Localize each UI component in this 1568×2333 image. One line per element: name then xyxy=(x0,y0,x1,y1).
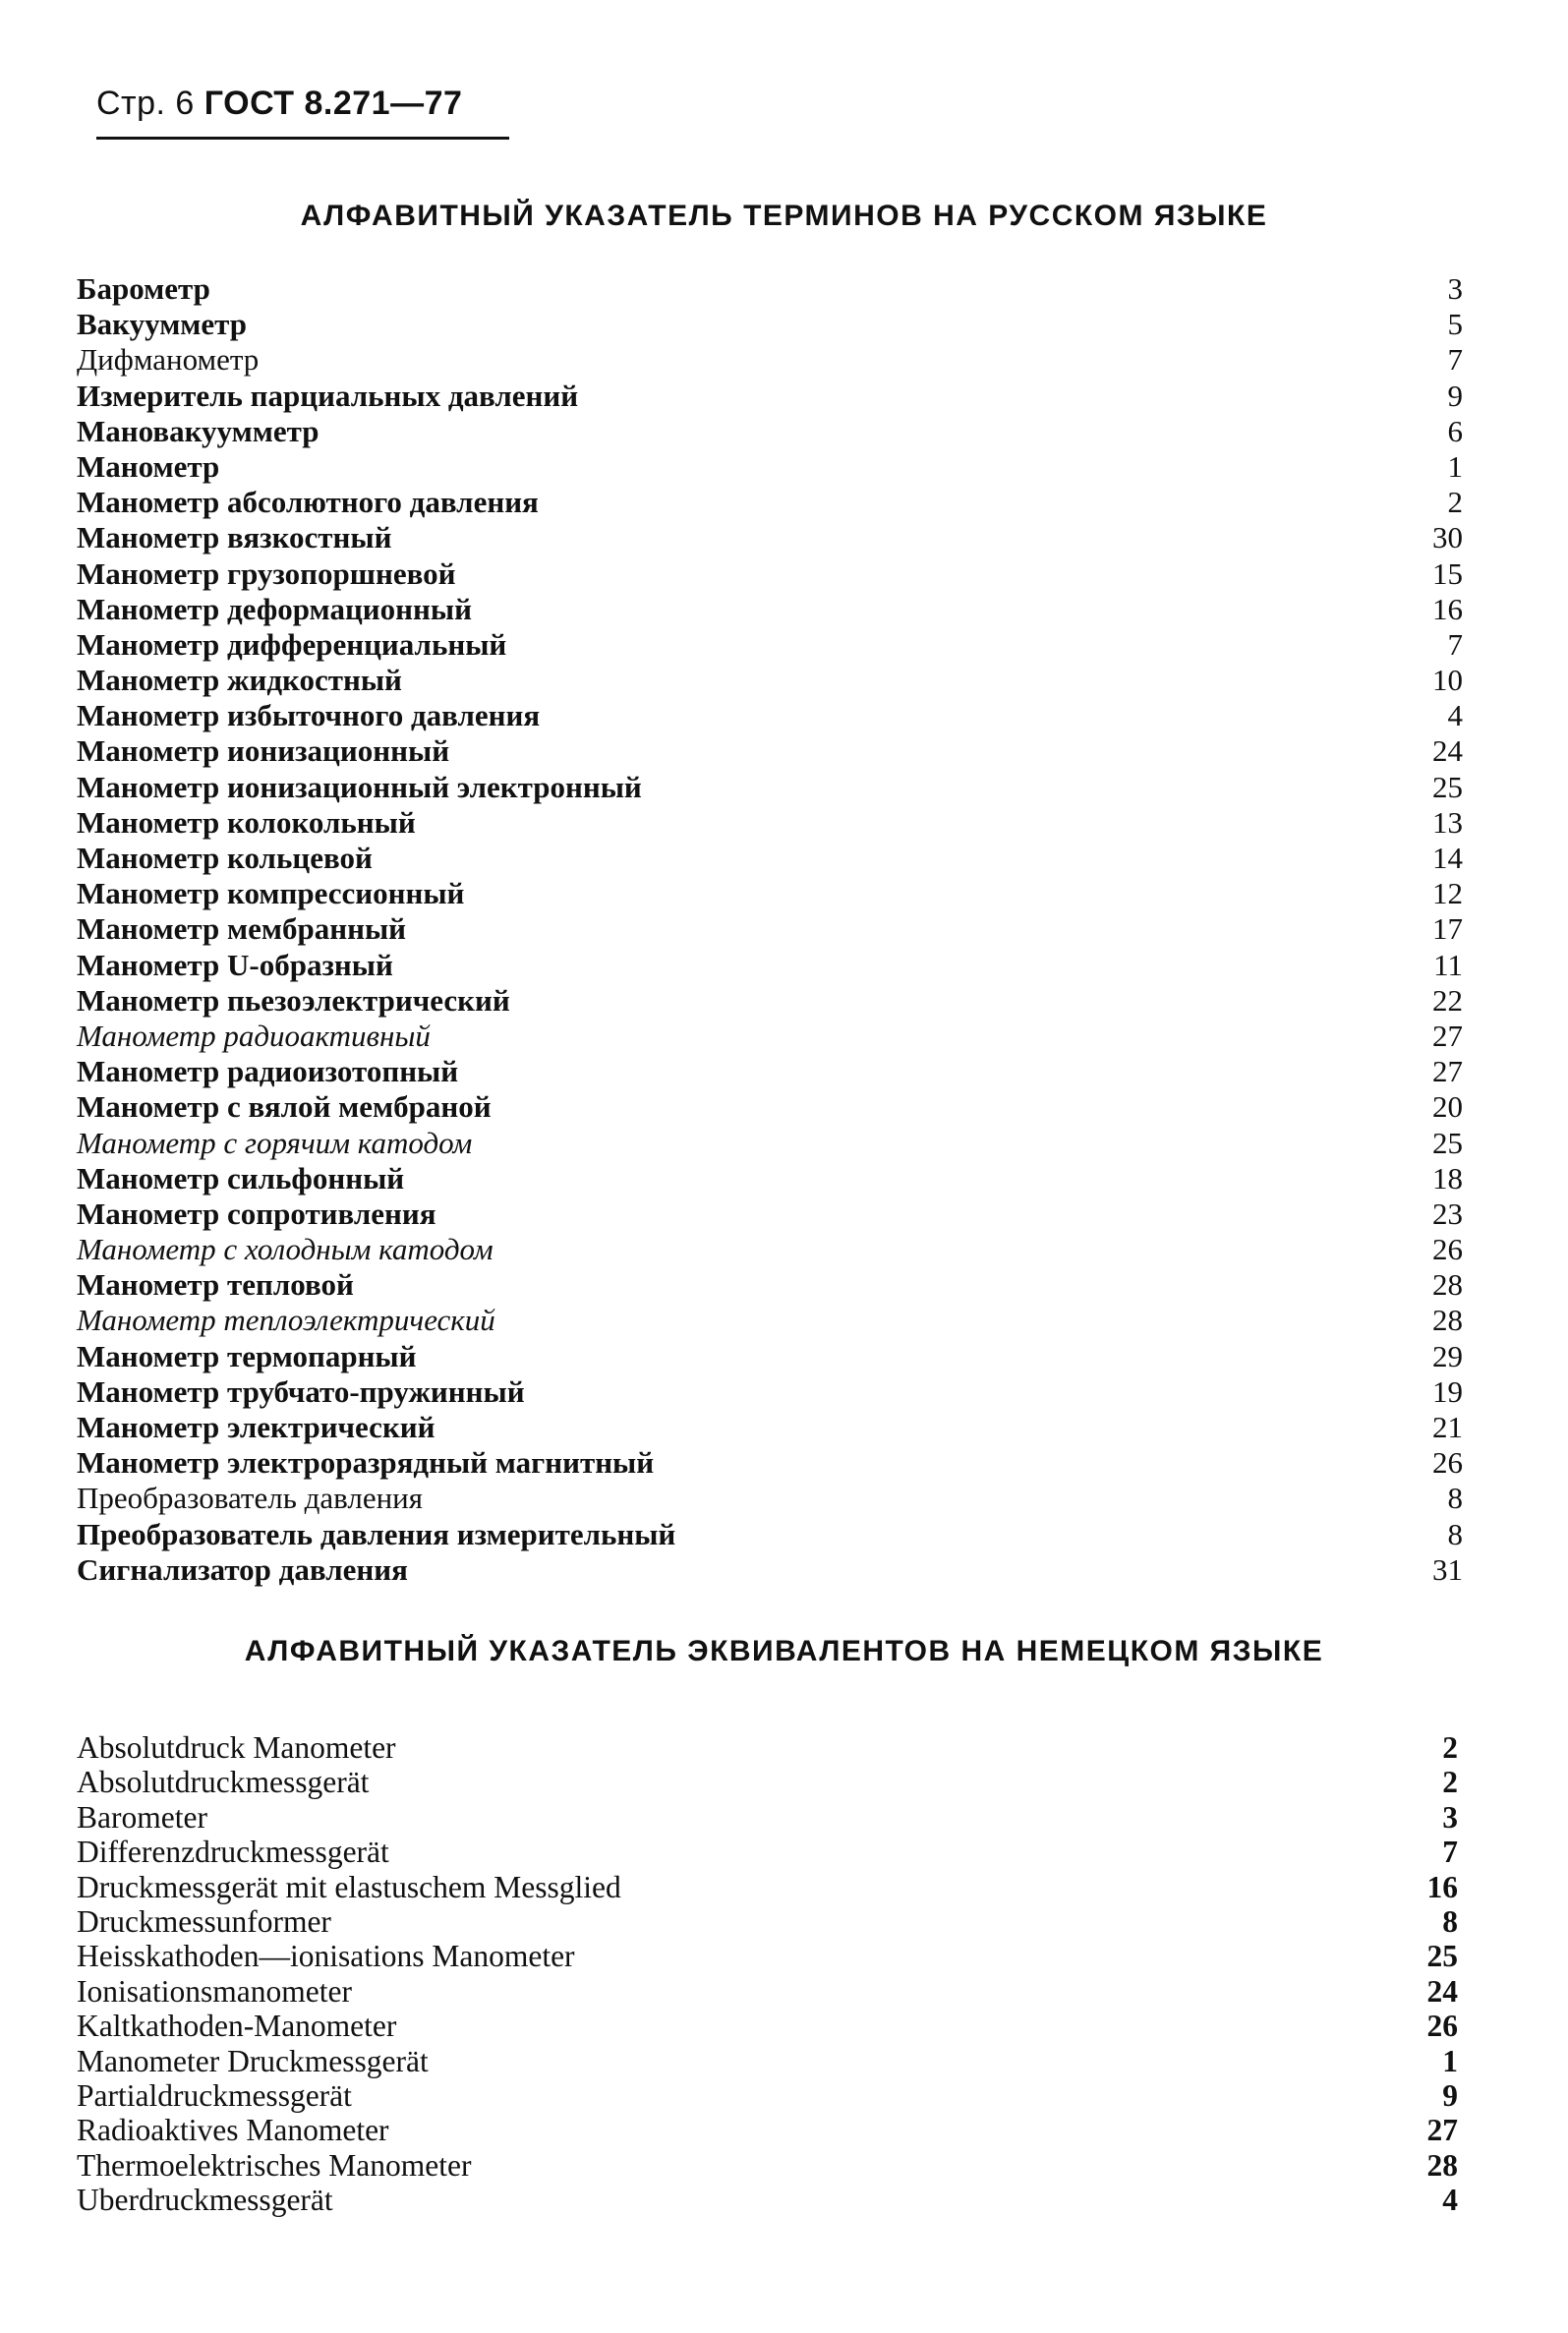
ru-index-entry xyxy=(77,1054,1463,1089)
index-term: Преобразователь давления xyxy=(77,1481,424,1516)
index-term: Манометр xyxy=(77,448,220,484)
ru-index-entry xyxy=(77,663,1463,698)
index-term: Манометр кольцевой xyxy=(77,841,373,875)
ru-index-entry xyxy=(77,556,1463,592)
ru-index-entry xyxy=(77,1445,1463,1481)
index-term-number: 31 xyxy=(1432,1551,1463,1587)
index-term-number: 20 xyxy=(1432,1089,1463,1125)
ru-index-entry xyxy=(77,1126,1463,1161)
index-term-number: 17 xyxy=(1432,911,1463,947)
index-term-number: 7 xyxy=(1442,1835,1458,1870)
index-term: Druckmessgerät mit elastuschem Messglied xyxy=(77,1869,621,1904)
ru-index-entry xyxy=(77,841,1463,876)
index-term-number: 22 xyxy=(1432,982,1463,1018)
index-term-number: 9 xyxy=(1442,2077,1458,2113)
index-term-number: 13 xyxy=(1432,804,1463,840)
index-term: Манометр мембранный xyxy=(77,911,407,947)
index-term: Манометр колокольный xyxy=(77,804,416,840)
index-term: Heisskathoden—ionisations Manometer xyxy=(77,1939,575,1974)
ru-index-entry xyxy=(77,1481,1463,1516)
index-term-number: 7 xyxy=(1447,342,1463,378)
ru-index-entry xyxy=(77,1019,1463,1054)
ru-index-entry xyxy=(77,520,1463,555)
ru-index-entry xyxy=(77,1161,1463,1196)
index-term: Манометр избыточного давления xyxy=(77,698,541,733)
index-term-number: 24 xyxy=(1432,733,1463,769)
index-term-number: 8 xyxy=(1447,1481,1463,1516)
ru-index-title: АЛФАВИТНЫЙ УКАЗАТЕЛЬ ТЕРМИНОВ НА РУССКОМ ЯЗЫКЕ xyxy=(300,200,1268,232)
ru-index-entry xyxy=(77,911,1463,947)
index-term: Манометр с горячим катодом xyxy=(77,1125,473,1160)
index-term: Манометр компрессионный xyxy=(77,876,465,911)
index-term-number: 11 xyxy=(1433,947,1463,982)
index-term: Манометр U-образный xyxy=(77,947,393,982)
header-rule xyxy=(96,137,509,140)
de-index-entry xyxy=(77,2078,1458,2113)
index-term-number: 24 xyxy=(1426,1973,1458,2009)
index-term-number: 5 xyxy=(1447,307,1463,342)
index-term: Манометр сильфонный xyxy=(77,1160,405,1196)
index-term-number: 29 xyxy=(1432,1338,1463,1373)
index-term-number: 1 xyxy=(1447,448,1463,484)
ru-index-entry xyxy=(77,414,1463,449)
ru-index-entry xyxy=(77,1267,1463,1303)
index-term-number: 18 xyxy=(1432,1160,1463,1196)
index-term-number: 25 xyxy=(1426,1939,1458,1974)
index-term: Манометр ионизационный электронный xyxy=(77,769,642,804)
ru-index-entry xyxy=(77,592,1463,627)
ru-index-entry xyxy=(77,698,1463,733)
index-term: Манометр электроразрядный магнитный xyxy=(77,1445,655,1481)
index-term: Мановакуумметр xyxy=(77,413,319,448)
de-index-entry xyxy=(77,2044,1458,2078)
index-term-number: 4 xyxy=(1442,2183,1458,2218)
standard-id: ГОСТ 8.271—77 xyxy=(203,85,463,122)
ru-index-entry xyxy=(77,485,1463,520)
index-term-number: 28 xyxy=(1432,1267,1463,1303)
index-term: Барометр xyxy=(77,271,210,306)
index-term: Thermoelektrisches Manometer xyxy=(77,2147,472,2183)
index-term-number: 3 xyxy=(1442,1799,1458,1835)
ru-index-entry xyxy=(77,1089,1463,1125)
ru-index-entry xyxy=(77,770,1463,805)
index-term-number: 16 xyxy=(1426,1869,1458,1904)
index-term: Сигнализатор давления xyxy=(77,1551,408,1587)
index-term: Uberdruckmessgerät xyxy=(77,2183,333,2218)
index-term-number: 7 xyxy=(1447,626,1463,662)
de-index-entry xyxy=(77,2009,1458,2043)
page-number: Стр. 6 xyxy=(96,85,195,122)
ru-index-entry xyxy=(77,1196,1463,1232)
index-term-number: 2 xyxy=(1442,1765,1458,1800)
ru-index-entry xyxy=(77,1303,1463,1338)
index-term-number: 26 xyxy=(1426,2009,1458,2044)
de-index-entry xyxy=(77,1904,1458,1939)
ru-index-entry xyxy=(77,1339,1463,1374)
index-term: Partialdruckmessgerät xyxy=(77,2077,352,2113)
de-index-entry xyxy=(77,1835,1458,1869)
index-term: Манометр электрический xyxy=(77,1410,436,1444)
index-term-number: 28 xyxy=(1432,1303,1463,1338)
index-term: Измеритель парциальных давлений xyxy=(77,378,579,413)
index-term-number: 8 xyxy=(1447,1516,1463,1551)
ru-index-entry xyxy=(77,1552,1463,1588)
de-index-entry xyxy=(77,2183,1458,2217)
index-term: Манометр абсолютного давления xyxy=(77,485,539,520)
index-term: Манометр ионизационный xyxy=(77,733,450,769)
ru-index-entry xyxy=(77,876,1463,911)
index-term-number: 25 xyxy=(1432,1125,1463,1160)
ru-index-entry xyxy=(77,805,1463,841)
ru-index-entry xyxy=(77,307,1463,342)
index-term: Манометр грузопоршневой xyxy=(77,555,456,591)
index-term-number: 21 xyxy=(1432,1410,1463,1444)
ru-index-entry xyxy=(77,627,1463,663)
de-index-entry xyxy=(77,1765,1458,1799)
index-term: Манометр теплоэлектрический xyxy=(77,1303,495,1338)
ru-index-entry xyxy=(77,449,1463,485)
index-term-number: 1 xyxy=(1442,2043,1458,2078)
index-term: Манометр трубчато-пружинный xyxy=(77,1373,525,1409)
ru-index-list xyxy=(77,271,1463,1588)
index-term: Манометр с холодным катодом xyxy=(77,1232,494,1267)
index-term: Manometer Druckmessgerät xyxy=(77,2043,429,2078)
page-header xyxy=(96,85,462,123)
ru-index-entry xyxy=(77,271,1463,307)
de-index-entry xyxy=(77,1730,1458,1765)
ru-index-entry xyxy=(77,983,1463,1019)
index-term-number: 23 xyxy=(1432,1196,1463,1231)
index-term-number: 28 xyxy=(1426,2147,1458,2183)
index-term: Druckmessunformer xyxy=(77,1903,331,1939)
ru-index-entry xyxy=(77,1410,1463,1445)
ru-index-entry xyxy=(77,733,1463,769)
index-term-number: 12 xyxy=(1432,876,1463,911)
index-term-number: 4 xyxy=(1447,698,1463,733)
de-index-entry xyxy=(77,1800,1458,1835)
ru-index-entry xyxy=(77,1232,1463,1267)
index-term: Differenzdruckmessgerät xyxy=(77,1835,389,1870)
index-term: Манометр сопротивления xyxy=(77,1196,436,1231)
ru-index-entry xyxy=(77,342,1463,378)
index-term: Absolutdruck Manometer xyxy=(77,1730,396,1765)
ru-index-entry xyxy=(77,948,1463,983)
de-index-entry xyxy=(77,2113,1458,2147)
index-term-number: 27 xyxy=(1432,1018,1463,1053)
index-term-number: 6 xyxy=(1447,413,1463,448)
index-term: Манометр термопарный xyxy=(77,1338,417,1373)
index-term-number: 2 xyxy=(1442,1730,1458,1765)
index-term-number: 27 xyxy=(1426,2113,1458,2148)
de-index-list xyxy=(77,1730,1458,2217)
ru-index-entry xyxy=(77,1374,1463,1410)
index-term-number: 30 xyxy=(1432,520,1463,555)
de-index-entry xyxy=(77,1939,1458,1973)
index-term: Манометр с вялой мембраной xyxy=(77,1089,492,1125)
index-term-number: 15 xyxy=(1432,555,1463,591)
de-index-entry xyxy=(77,2148,1458,2183)
index-term: Манометр радиоизотопный xyxy=(77,1054,459,1089)
index-term: Barometer xyxy=(77,1799,207,1835)
de-index-title: АЛФАВИТНЫЙ УКАЗАТЕЛЬ ЭКВИВАЛЕНТОВ НА НЕМЕЦКОМ ЯЗЫКЕ xyxy=(244,1635,1324,1667)
ru-index-entry xyxy=(77,379,1463,414)
index-term: Radioaktives Manometer xyxy=(77,2113,389,2148)
index-term: Вакуумметр xyxy=(77,307,248,342)
index-term-number: 19 xyxy=(1432,1373,1463,1409)
index-term-number: 25 xyxy=(1432,769,1463,804)
index-term-number: 26 xyxy=(1432,1232,1463,1267)
index-term-number: 27 xyxy=(1432,1054,1463,1089)
index-term: Манометр радиоактивный xyxy=(77,1018,431,1053)
index-term: Манометр тепловой xyxy=(77,1267,354,1303)
index-term: Kaltkathoden-Manometer xyxy=(77,2009,397,2044)
de-index-entry xyxy=(77,1974,1458,2009)
index-term: Преобразователь давления измерительный xyxy=(77,1516,676,1551)
index-term: Манометр деформационный xyxy=(77,591,472,626)
index-term-number: 3 xyxy=(1447,271,1463,306)
index-term: Манометр жидкостный xyxy=(77,663,402,698)
index-term: Ionisationsmanometer xyxy=(77,1973,352,2009)
index-term-number: 9 xyxy=(1447,378,1463,413)
index-term: Манометр пьезоэлектрический xyxy=(77,982,510,1018)
index-term: Манометр дифференциальный xyxy=(77,626,507,662)
index-term: Absolutdruckmessgerät xyxy=(77,1765,370,1800)
index-term-number: 10 xyxy=(1432,663,1463,698)
index-term-number: 26 xyxy=(1432,1445,1463,1481)
ru-index-entry xyxy=(77,1517,1463,1552)
index-term: Манометр вязкостный xyxy=(77,520,392,555)
index-term-number: 2 xyxy=(1447,485,1463,520)
de-index-entry xyxy=(77,1870,1458,1904)
index-term-number: 16 xyxy=(1432,591,1463,626)
index-term-number: 8 xyxy=(1442,1903,1458,1939)
index-term-number: 14 xyxy=(1432,841,1463,875)
index-term: Дифманометр xyxy=(77,342,260,378)
